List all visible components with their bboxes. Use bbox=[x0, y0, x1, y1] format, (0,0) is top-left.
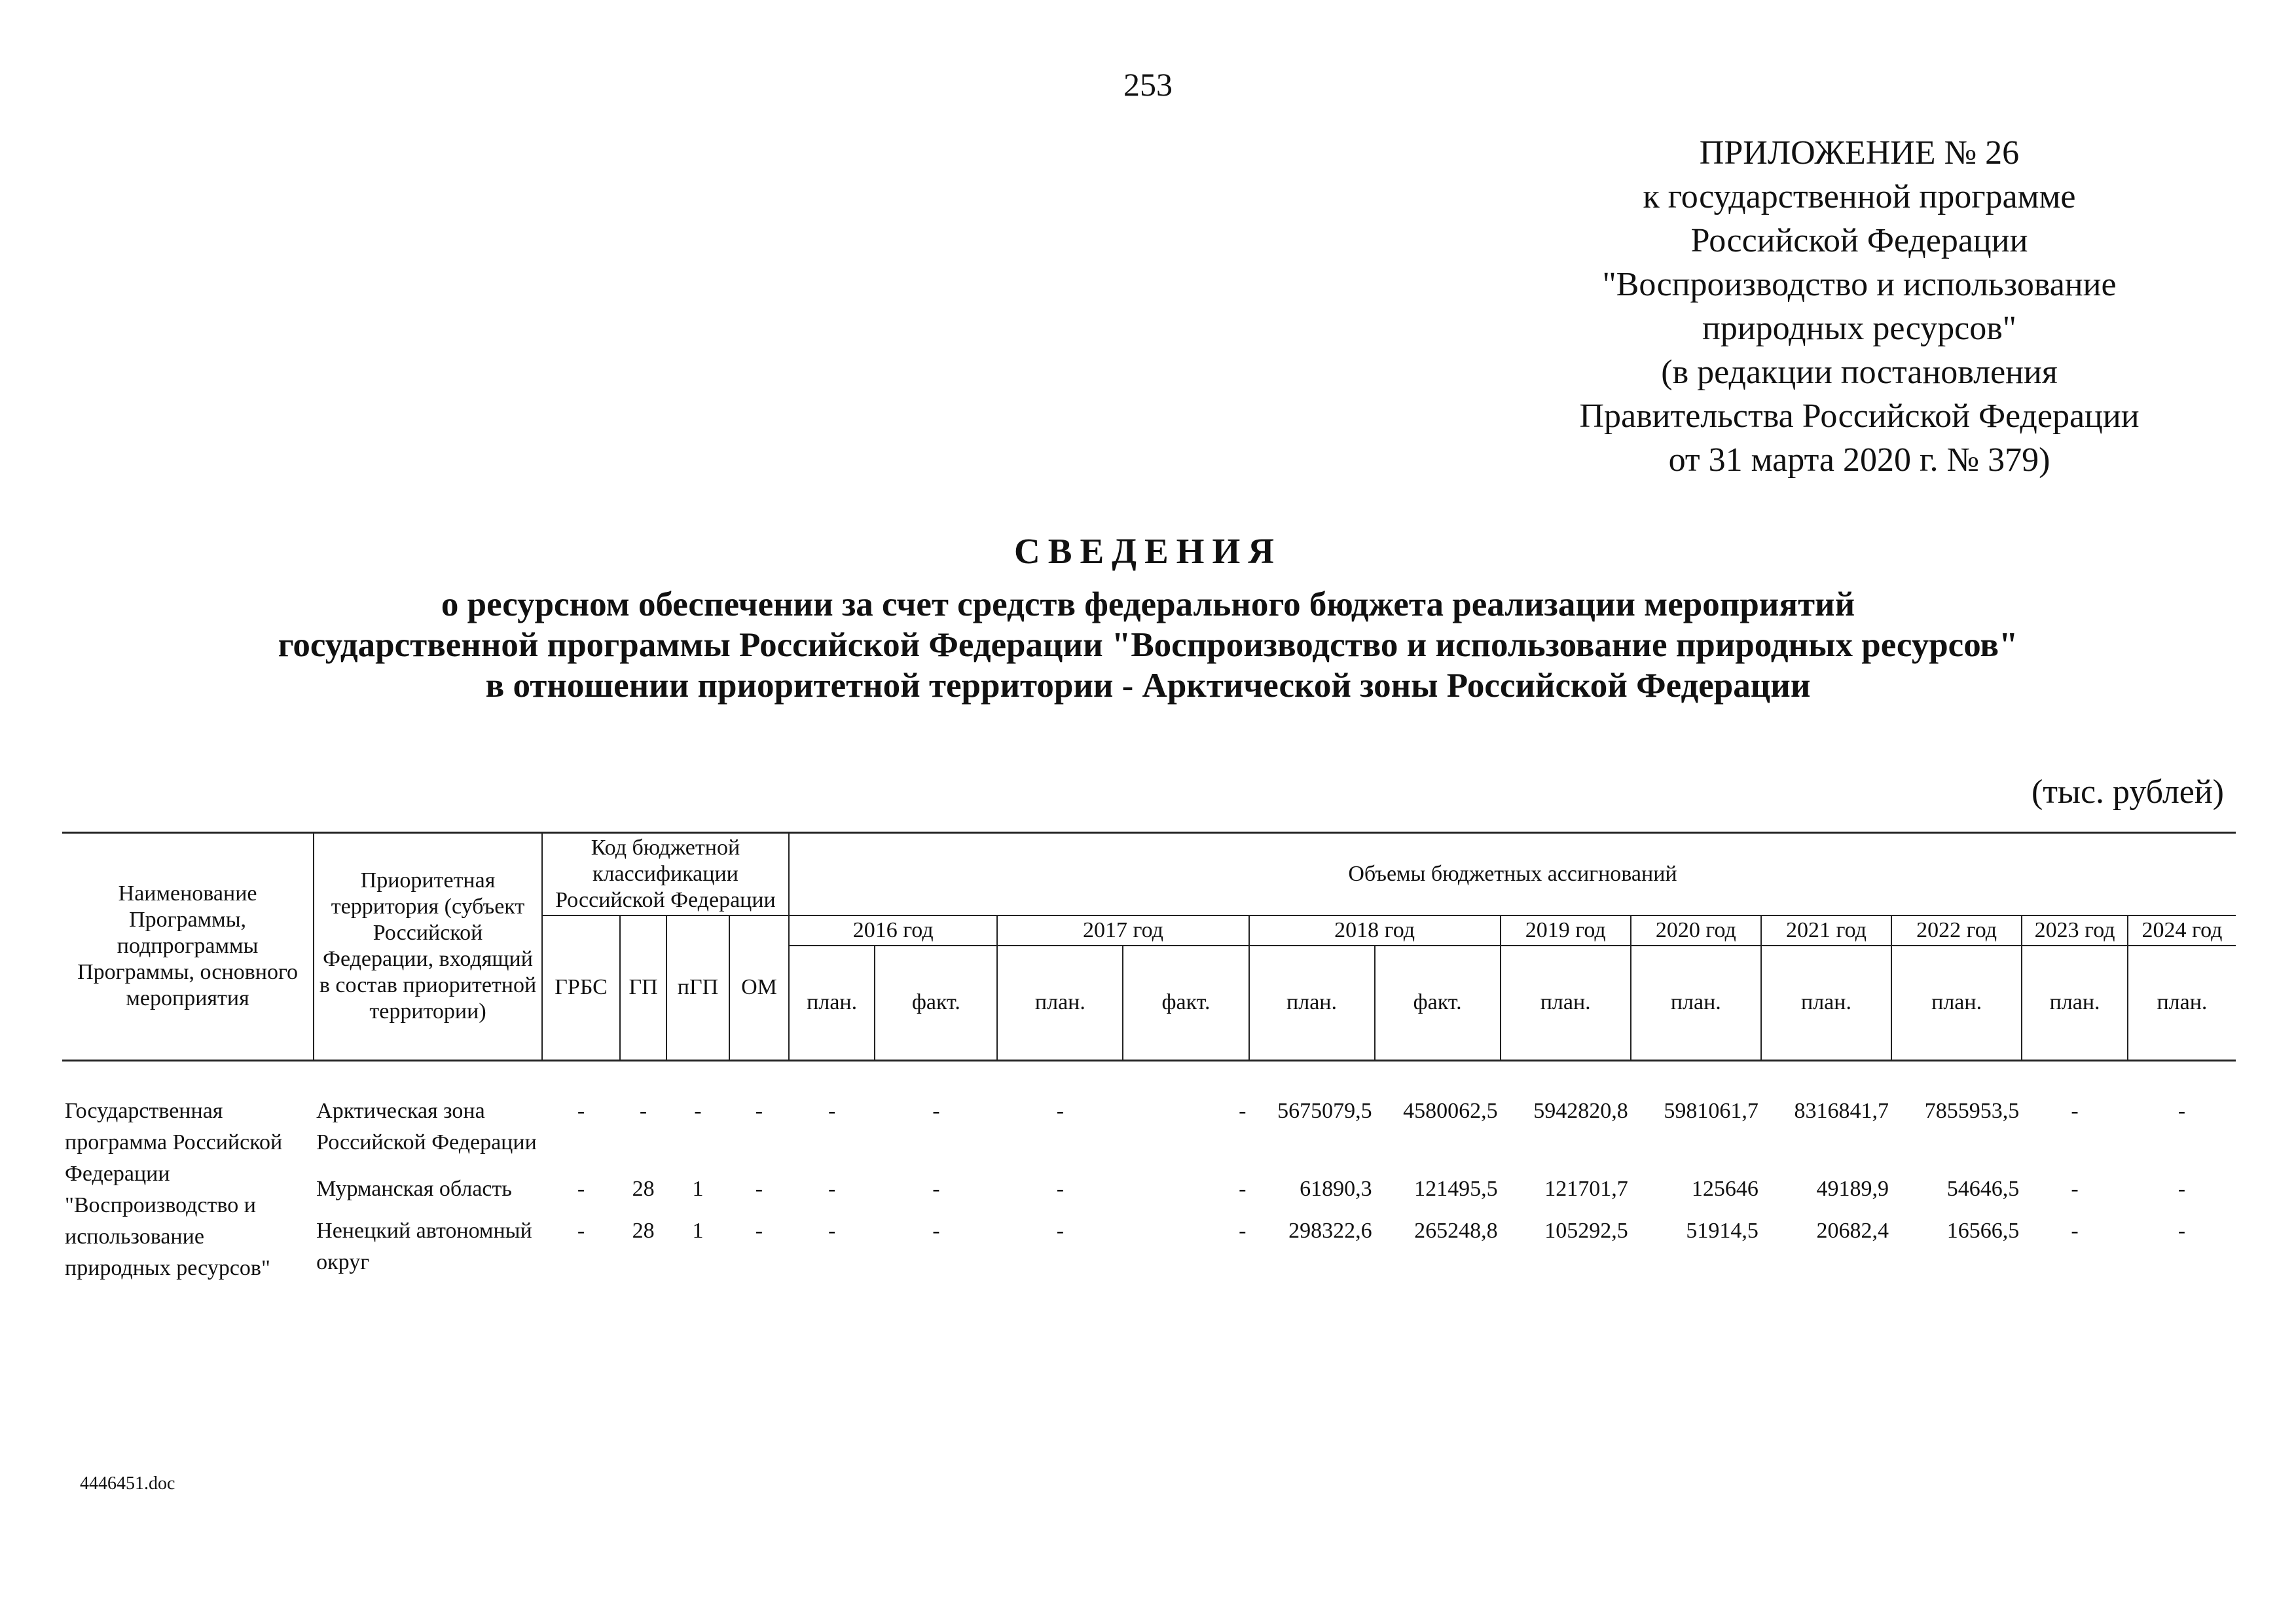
subtitle-line: в отношении приоритетной территории - Арктической зоны Российской Федерации bbox=[485, 667, 1811, 705]
value-cell: - bbox=[2178, 1176, 2186, 1201]
value-cell: - bbox=[828, 1219, 836, 1244]
value-cell: - bbox=[1056, 1098, 1065, 1123]
appendix-line: Российской Федерации bbox=[1690, 222, 2028, 259]
header-gp: ГП bbox=[620, 915, 666, 1060]
page-number: 253 bbox=[1123, 66, 1173, 103]
header-plan: план. bbox=[1891, 946, 2022, 1060]
header-fact: факт. bbox=[1123, 946, 1248, 1060]
value-cell: - bbox=[2071, 1098, 2079, 1123]
table-row bbox=[62, 1060, 2236, 1166]
value-cell: - bbox=[1056, 1219, 1065, 1244]
header-plan: план. bbox=[1631, 946, 1761, 1060]
territory-cell: Арктическая зона Российской Федерации bbox=[316, 1098, 537, 1154]
header-plan: план. bbox=[2128, 946, 2236, 1060]
om-cell: - bbox=[755, 1176, 763, 1201]
pgp-cell: 1 bbox=[692, 1219, 704, 1244]
header-plan: план. bbox=[997, 946, 1123, 1060]
value-cell: 8316841,7 bbox=[1794, 1098, 1889, 1123]
header-program-name: Наименование Программы, подпрограммы Программы, основного мероприятия bbox=[62, 833, 314, 1061]
subtitle-line: о ресурсном обеспечении за счет средств федерального бюджета реализации мероприятий bbox=[441, 585, 1855, 623]
appendix-line: Правительства Российской Федерации bbox=[1579, 397, 2140, 435]
header-year-2019: 2019 год bbox=[1501, 915, 1631, 946]
subtitle-line: государственной программы Российской Федерации "Воспроизводство и использование природных ресурсов" bbox=[278, 626, 2018, 664]
value-cell: - bbox=[1239, 1176, 1247, 1201]
value-cell: - bbox=[2071, 1219, 2079, 1244]
value-cell: 4580062,5 bbox=[1403, 1098, 1498, 1123]
value-cell: 121495,5 bbox=[1414, 1176, 1498, 1201]
table-row bbox=[62, 1166, 2236, 1208]
value-cell: 51914,5 bbox=[1686, 1219, 1758, 1244]
pgp-cell: - bbox=[694, 1098, 702, 1123]
header-plan: план. bbox=[1761, 946, 1891, 1060]
gp-cell: 28 bbox=[632, 1176, 655, 1201]
gp-cell: 28 bbox=[632, 1219, 655, 1244]
value-cell: 125646 bbox=[1691, 1176, 1758, 1201]
header-budget-code: Код бюджетной классификации Российской Федерации bbox=[542, 833, 789, 916]
value-cell: - bbox=[932, 1098, 940, 1123]
value-cell: 298322,6 bbox=[1288, 1219, 1372, 1244]
pgp-cell: 1 bbox=[692, 1176, 704, 1201]
value-cell: - bbox=[1239, 1098, 1247, 1123]
grbs-cell: - bbox=[577, 1176, 585, 1201]
header-year-2021: 2021 год bbox=[1761, 915, 1891, 946]
appendix-line: ПРИЛОЖЕНИЕ № 26 bbox=[1699, 134, 2020, 172]
appendix-block bbox=[1467, 131, 2252, 482]
value-cell: 5981061,7 bbox=[1664, 1098, 1758, 1123]
header-plan: план. bbox=[1501, 946, 1631, 1060]
value-cell: 121701,7 bbox=[1544, 1176, 1628, 1201]
value-cell: 105292,5 bbox=[1544, 1219, 1628, 1244]
value-cell: 5942820,8 bbox=[1533, 1098, 1628, 1123]
appendix-line: к государственной программе bbox=[1643, 178, 2076, 215]
value-cell: - bbox=[1239, 1219, 1247, 1244]
om-cell: - bbox=[755, 1219, 763, 1244]
om-cell: - bbox=[755, 1098, 763, 1123]
header-plan: план. bbox=[789, 946, 875, 1060]
value-cell: - bbox=[2071, 1176, 2079, 1201]
header-plan: план. bbox=[2022, 946, 2128, 1060]
value-cell: 5675079,5 bbox=[1277, 1098, 1372, 1123]
header-year-2018: 2018 год bbox=[1249, 915, 1501, 946]
header-grbs: ГРБС bbox=[542, 915, 620, 1060]
value-cell: 54646,5 bbox=[1946, 1176, 2020, 1201]
value-cell: 49189,9 bbox=[1816, 1176, 1889, 1201]
header-year-2022: 2022 год bbox=[1891, 915, 2022, 946]
value-cell: - bbox=[2178, 1219, 2186, 1244]
appendix-line: от 31 марта 2020 г. № 379) bbox=[1668, 441, 2050, 479]
value-cell: 16566,5 bbox=[1946, 1219, 2020, 1244]
value-cell: - bbox=[2178, 1098, 2186, 1123]
territory-cell: Мурманская область bbox=[316, 1176, 512, 1201]
header-plan: план. bbox=[1249, 946, 1375, 1060]
header-year-2020: 2020 год bbox=[1631, 915, 1761, 946]
header-territory: Приоритетная территория (субъект Российской Федерации, входящий в состав приоритетной территории) bbox=[314, 833, 542, 1061]
header-fact: факт. bbox=[1375, 946, 1501, 1060]
value-cell: - bbox=[828, 1098, 836, 1123]
value-cell: - bbox=[932, 1219, 940, 1244]
value-cell: 7855953,5 bbox=[1924, 1098, 2020, 1123]
value-cell: 20682,4 bbox=[1816, 1219, 1889, 1244]
territory-cell: Ненецкий автономный округ bbox=[316, 1219, 532, 1275]
value-cell: 61890,3 bbox=[1300, 1176, 1372, 1201]
value-cell: - bbox=[932, 1176, 940, 1201]
units-label: (тыс. рублей) bbox=[2031, 773, 2224, 811]
table-row bbox=[62, 1208, 2236, 1283]
document-subtitle bbox=[0, 584, 2296, 706]
header-year-2024: 2024 год bbox=[2128, 915, 2236, 946]
document-title: СВЕДЕНИЯ bbox=[1014, 531, 1282, 571]
header-om: ОМ bbox=[729, 915, 789, 1060]
value-cell: - bbox=[828, 1176, 836, 1201]
gp-cell: - bbox=[639, 1098, 647, 1123]
header-fact: факт. bbox=[875, 946, 997, 1060]
header-volumes: Объемы бюджетных ассигнований bbox=[789, 833, 2236, 916]
grbs-cell: - bbox=[577, 1219, 585, 1244]
value-cell: 265248,8 bbox=[1414, 1219, 1498, 1244]
header-year-2017: 2017 год bbox=[997, 915, 1248, 946]
grbs-cell: - bbox=[577, 1098, 585, 1123]
appendix-line: природных ресурсов" bbox=[1702, 310, 2016, 347]
appendix-line: (в редакции постановления bbox=[1661, 354, 2058, 391]
header-pgp: пГП bbox=[666, 915, 729, 1060]
value-cell: - bbox=[1056, 1176, 1065, 1201]
program-name-cell: Государственная программа Российской Федерации "Воспроизводство и использование природных ресурсов" bbox=[65, 1098, 283, 1280]
budget-table bbox=[62, 832, 2236, 1284]
header-year-2023: 2023 год bbox=[2022, 915, 2128, 946]
footer-filename: 4446451.doc bbox=[80, 1473, 175, 1494]
appendix-line: "Воспроизводство и использование bbox=[1602, 266, 2117, 303]
header-year-2016: 2016 год bbox=[789, 915, 997, 946]
